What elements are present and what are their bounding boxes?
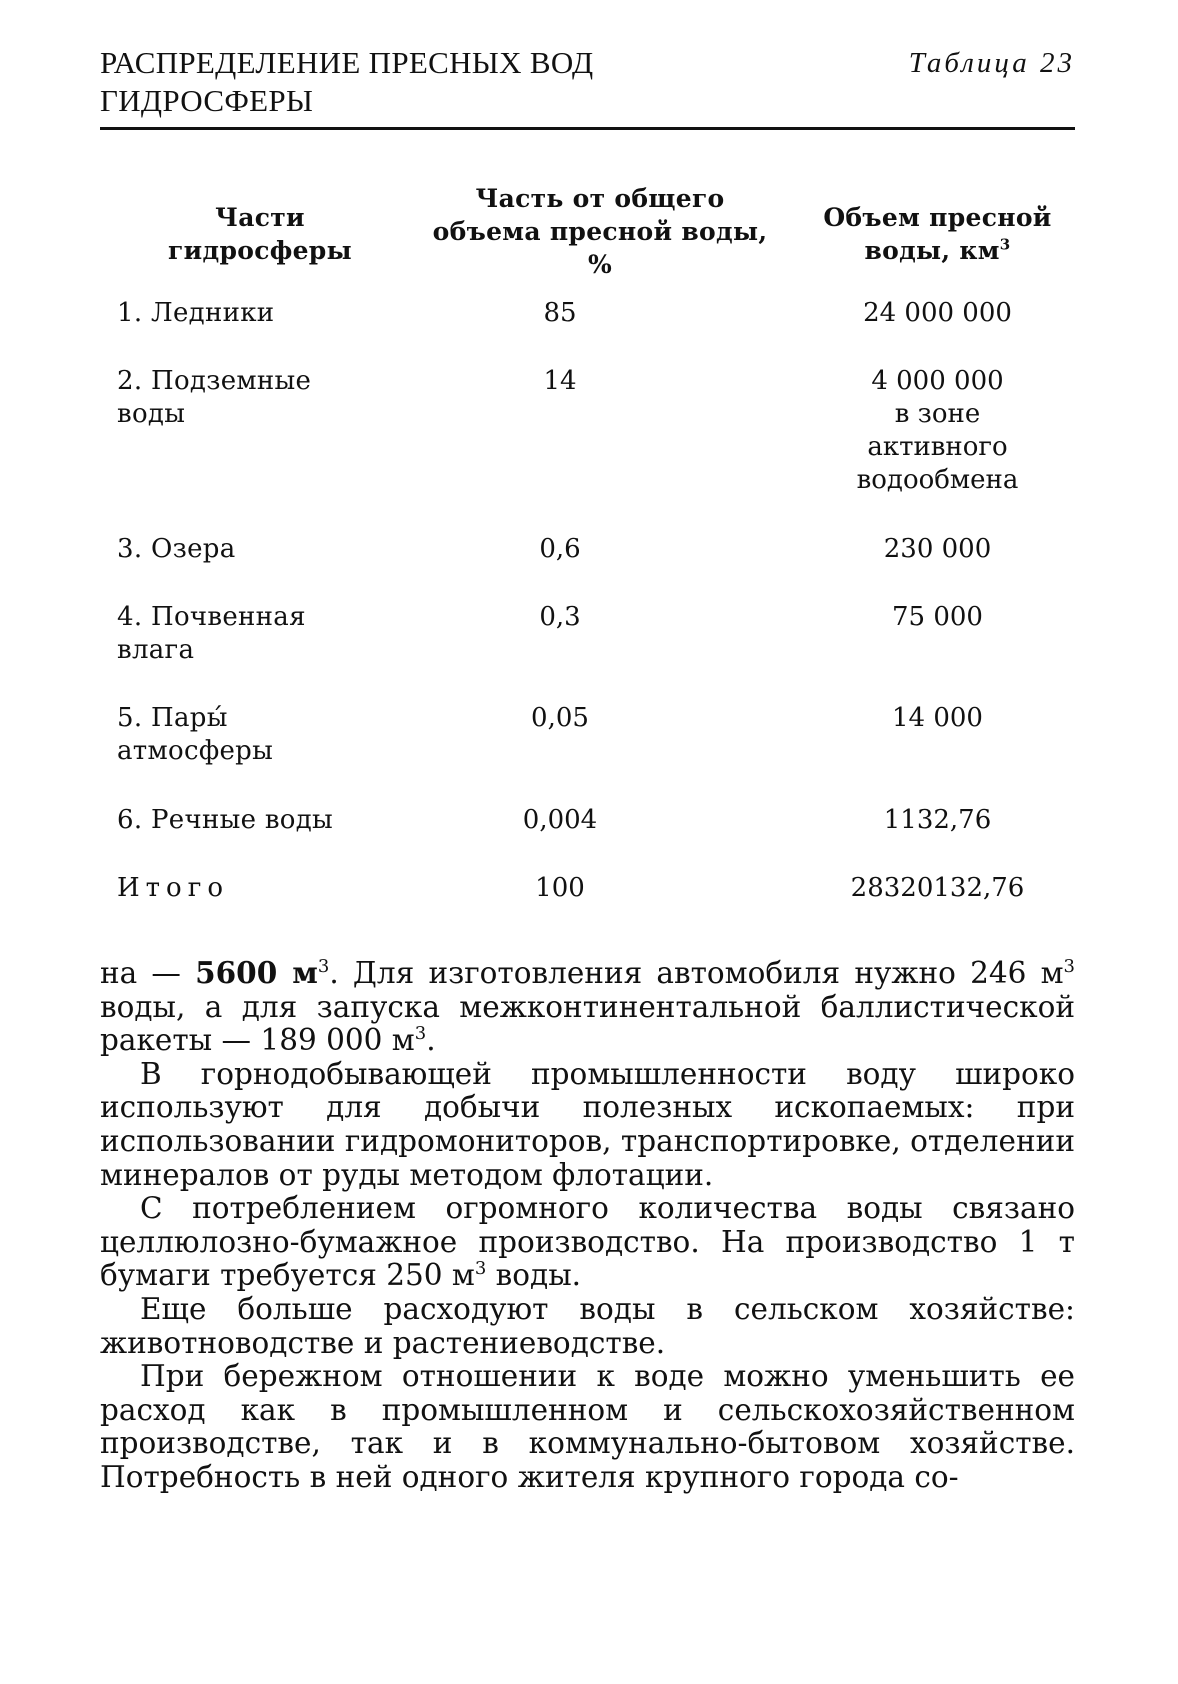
row-volume: 24 000 000 <box>863 298 1012 328</box>
row-volume: 75 000 <box>892 602 983 632</box>
row-share: 0,05 <box>531 703 589 733</box>
row-share: 0,004 <box>522 805 598 835</box>
paragraph: на — 5600 $м^3$. Для изготовления автомобиля нужно 246 $м^3$ воды, а для запуска межконтинентальной баллистической ракеты — 189 000 $м^3$. <box>100 955 1075 1058</box>
table-title-line2: ГИДРОСФЕРЫ <box>100 83 314 118</box>
row-name: 3. Озера <box>117 534 236 564</box>
column-header-parts: Части гидросферы <box>168 203 352 265</box>
row-name: 4. Почвенная влага <box>117 602 306 665</box>
table-head <box>100 182 1075 290</box>
table-row <box>100 702 1075 804</box>
paragraph: При бережном отношении к воде можно уменьшить ее расход как в промышленном и сельскохозяйственном производстве, так и в коммунально-бытовом хозяйстве. Потребность в ней одного жителя крупного города со- <box>100 1359 1075 1494</box>
row-name: 5. Пары́ атмосферы <box>117 703 274 766</box>
table-row <box>100 533 1075 601</box>
paragraph: В горнодобывающей промышленности воду широко используют для добычи полезных ископаемых: при использовании гидромониторов, транспортировке, отделении минералов от руды методом флотации. <box>100 1056 1075 1192</box>
row-name: 6. Речные воды <box>117 805 334 835</box>
row-name: Итого <box>117 873 229 903</box>
table-row <box>100 601 1075 702</box>
table-title <box>100 44 740 120</box>
row-share: 0,6 <box>539 534 581 564</box>
row-volume: 1132,76 <box>883 805 992 835</box>
row-share: 14 <box>543 366 577 396</box>
row-volume: 230 000 <box>883 534 992 564</box>
header-rule <box>100 127 1075 130</box>
row-volume: 4 000 000 в зоне активного водообмена <box>856 366 1019 495</box>
paragraph: С потреблением огромного количества воды связано целлюлозно-бумажное производство. На производство 1 т бумаги требуется 250 $м^3$ воды. <box>100 1191 1075 1293</box>
table-row <box>100 804 1075 872</box>
paragraph: Еще больше расходуют воды в сельском хозяйстве: животноводстве и растениеводстве. <box>100 1291 1075 1360</box>
table-row <box>100 365 1075 533</box>
row-volume: 28320132,76 <box>850 873 1025 903</box>
row-share: 0,3 <box>539 602 581 632</box>
table-number-label: Таблица 23 <box>908 47 1075 79</box>
table-body <box>100 290 1075 905</box>
table-row <box>100 297 1075 365</box>
row-name: 2. Подземные воды <box>117 366 312 429</box>
body-text <box>100 956 1075 1495</box>
column-header-share: Часть от общего объема пресной воды, % <box>432 184 768 279</box>
column-header-volume: Объем пресной воды, $км^3$ <box>823 203 1052 265</box>
row-name: 1. Ледники <box>117 298 275 328</box>
table-header <box>100 44 1075 128</box>
table-title-line1: РАСПРЕДЕЛЕНИЕ ПРЕСНЫХ ВОД <box>100 45 594 80</box>
row-volume: 14 000 <box>892 703 983 733</box>
row-share: 85 <box>543 298 577 328</box>
table-row-total <box>100 872 1075 912</box>
row-share: 100 <box>535 873 585 903</box>
freshwater-table <box>100 182 1075 905</box>
